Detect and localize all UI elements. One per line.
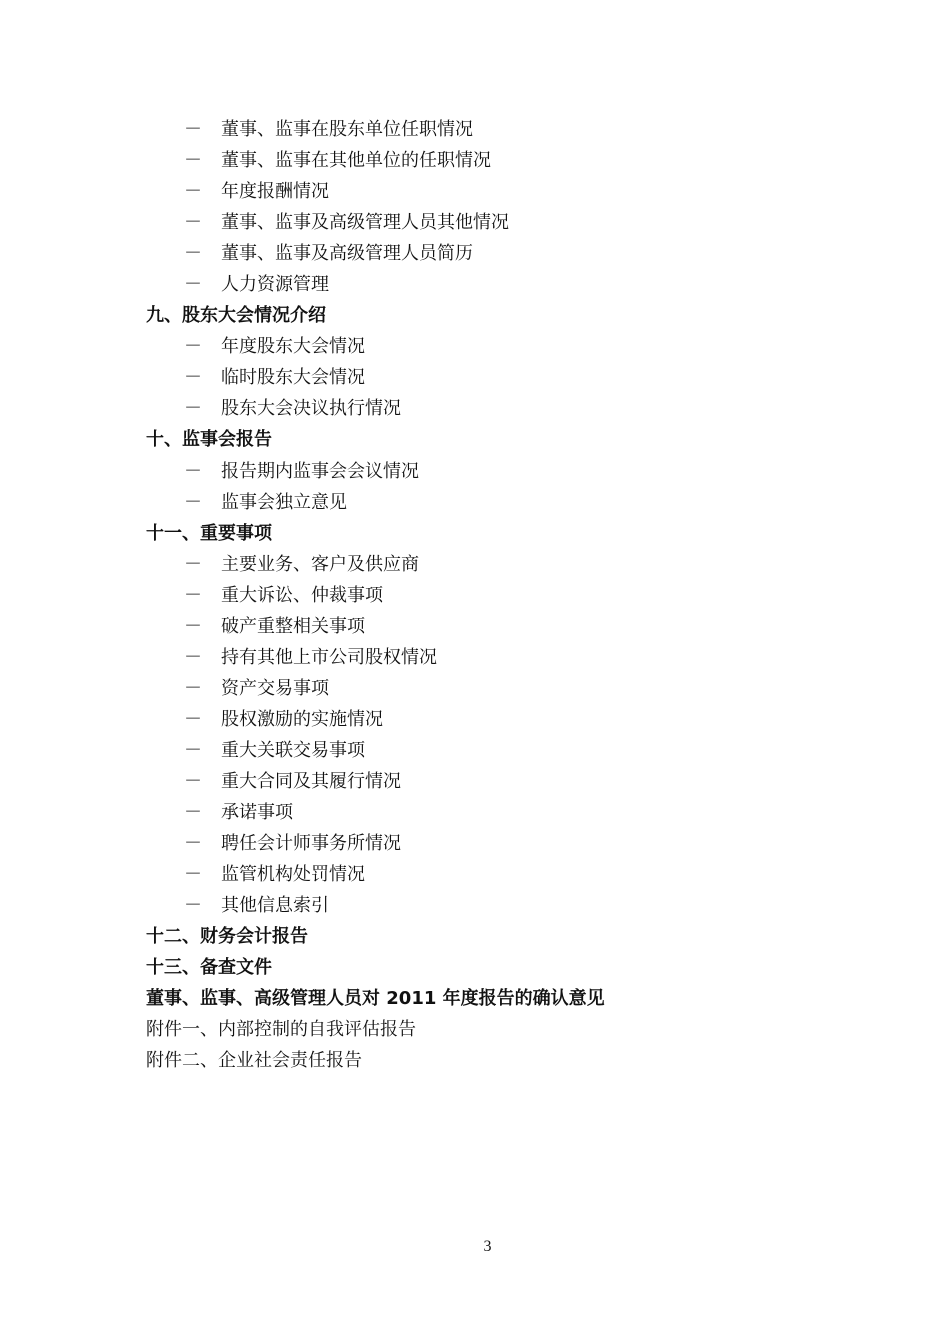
dash-marker: － — [184, 336, 202, 358]
toc-subitem[interactable] — [146, 549, 906, 580]
toc-subitem-label: 持有其他上市公司股权情况 — [221, 646, 437, 668]
toc-appendix-item[interactable]: 附件一、内部控制的自我评估报告 — [146, 1019, 416, 1041]
toc-subitem-label: 监事会独立意见 — [221, 491, 347, 513]
toc-subitem-label: 重大关联交易事项 — [221, 739, 365, 761]
dash-marker: － — [184, 181, 202, 203]
toc-section-heading[interactable]: 九、股东大会情况介绍 — [146, 305, 326, 327]
toc-subitem[interactable] — [146, 456, 906, 487]
dash-marker: － — [184, 677, 202, 699]
toc-subitem[interactable] — [146, 797, 906, 828]
toc-subitem-label: 董事、监事及高级管理人员简历 — [221, 243, 473, 265]
toc-subitem[interactable] — [146, 176, 906, 207]
dash-marker: － — [184, 460, 202, 482]
toc-subitem[interactable] — [146, 362, 906, 393]
toc-subitem[interactable] — [146, 673, 906, 704]
toc-subitem-label: 监管机构处罚情况 — [221, 864, 365, 886]
toc-subitem[interactable] — [146, 704, 906, 735]
toc-subitem[interactable] — [146, 766, 906, 797]
toc-subitem-label: 破产重整相关事项 — [221, 615, 365, 637]
dash-marker: － — [184, 584, 202, 606]
dash-marker: － — [184, 833, 202, 855]
dash-marker: － — [184, 119, 202, 140]
toc-subitem-label: 承诺事项 — [221, 802, 293, 824]
toc-subitem-label: 聘任会计师事务所情况 — [221, 833, 401, 855]
toc-subitem[interactable] — [146, 114, 906, 145]
dash-marker: － — [184, 243, 202, 265]
dash-marker: － — [184, 150, 202, 172]
toc-subitem-label: 董事、监事在其他单位的任职情况 — [221, 150, 491, 172]
table-of-contents — [146, 114, 906, 1076]
toc-subitem[interactable] — [146, 207, 906, 238]
toc-subitem-label: 董事、监事在股东单位任职情况 — [221, 119, 473, 140]
toc-subitem[interactable] — [146, 331, 906, 362]
toc-subitem[interactable] — [146, 611, 906, 642]
dash-marker: － — [184, 398, 202, 420]
toc-subitem[interactable] — [146, 393, 906, 424]
dash-marker: － — [184, 739, 202, 761]
toc-confirmation-heading[interactable]: 董事、监事、高级管理人员对 2011 年度报告的确认意见 — [146, 988, 605, 1010]
toc-subitem-label: 人力资源管理 — [221, 274, 329, 296]
dash-marker: － — [184, 864, 202, 886]
toc-subitem-label: 董事、监事及高级管理人员其他情况 — [221, 212, 509, 234]
toc-subitem[interactable] — [146, 890, 906, 921]
toc-subitem-label: 主要业务、客户及供应商 — [221, 553, 419, 575]
dash-marker: － — [184, 553, 202, 575]
page-number: 3 — [483, 1238, 492, 1255]
dash-marker: － — [184, 367, 202, 389]
toc-subitem[interactable] — [146, 487, 906, 518]
toc-subitem[interactable] — [146, 580, 906, 611]
toc-subitem[interactable] — [146, 145, 906, 176]
toc-subitem[interactable] — [146, 828, 906, 859]
dash-marker: － — [184, 802, 202, 824]
dash-marker: － — [184, 274, 202, 296]
toc-subitem-label: 股东大会决议执行情况 — [221, 398, 401, 420]
dash-marker: － — [184, 708, 202, 730]
toc-subitem-label: 其他信息索引 — [221, 895, 329, 917]
dash-marker: － — [184, 491, 202, 513]
toc-section-heading[interactable]: 十三、备查文件 — [146, 957, 272, 979]
toc-subitem-label: 报告期内监事会会议情况 — [221, 460, 419, 482]
toc-section-heading[interactable]: 十二、财务会计报告 — [146, 926, 308, 948]
toc-subitem-label: 年度报酬情况 — [221, 181, 329, 203]
toc-appendix-item[interactable]: 附件二、企业社会责任报告 — [146, 1050, 362, 1072]
toc-subitem[interactable] — [146, 735, 906, 766]
toc-subitem-label: 重大诉讼、仲裁事项 — [221, 584, 383, 606]
toc-subitem-label: 年度股东大会情况 — [221, 336, 365, 358]
dash-marker: － — [184, 895, 202, 917]
dash-marker: － — [184, 212, 202, 234]
toc-section-heading[interactable]: 十、监事会报告 — [146, 429, 272, 451]
dash-marker: － — [184, 646, 202, 668]
toc-subitem-label: 股权激励的实施情况 — [221, 708, 383, 730]
toc-section-heading[interactable]: 十一、重要事项 — [146, 522, 272, 544]
dash-marker: － — [184, 770, 202, 792]
toc-subitem-label: 临时股东大会情况 — [221, 367, 365, 389]
toc-subitem[interactable] — [146, 859, 906, 890]
toc-subitem[interactable] — [146, 269, 906, 300]
dash-marker: － — [184, 615, 202, 637]
toc-subitem[interactable] — [146, 238, 906, 269]
toc-subitem-label: 重大合同及其履行情况 — [221, 770, 401, 792]
toc-subitem-label: 资产交易事项 — [221, 677, 329, 699]
toc-subitem[interactable] — [146, 642, 906, 673]
